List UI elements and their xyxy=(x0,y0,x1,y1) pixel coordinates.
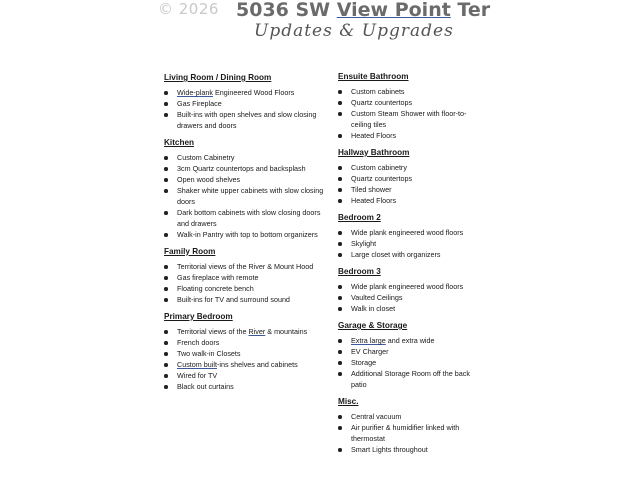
item-text: Air purifier & humidifier linked with thermostat xyxy=(351,423,460,443)
list-item xyxy=(338,281,478,292)
copyright-watermark: © 2026 xyxy=(158,0,219,18)
list-item xyxy=(164,163,334,174)
section-heading: Living Room / Dining Room xyxy=(164,73,272,82)
bullet-list xyxy=(164,326,334,392)
list-item xyxy=(164,152,334,163)
section-heading: Bedroom 2 xyxy=(338,213,381,222)
list-item xyxy=(164,337,334,348)
section-bedroom-3 xyxy=(338,266,478,314)
bullet-list xyxy=(338,162,478,206)
item-text: 3cm Quartz countertops and backsplash xyxy=(177,164,306,173)
item-text: Gas fireplace with remote xyxy=(177,273,259,282)
list-item xyxy=(164,326,334,337)
item-text: Floating concrete bench xyxy=(177,284,254,293)
item-text: Territorial views of the xyxy=(177,327,249,336)
item-text: Quartz countertops xyxy=(351,98,413,107)
section-heading: Family Room xyxy=(164,247,216,256)
item-text: Open wood shelves xyxy=(177,175,241,184)
item-text: Large closet with organizers xyxy=(351,250,441,259)
list-item xyxy=(164,370,334,381)
section-family-room xyxy=(164,246,334,305)
item-text: Built-ins for TV and surround sound xyxy=(177,295,290,304)
item-underlined-text: River xyxy=(248,327,266,336)
item-text: Vaulted Ceilings xyxy=(351,293,403,302)
list-item xyxy=(338,422,478,444)
list-item xyxy=(338,238,478,249)
item-text: Smart Lights throughout xyxy=(351,445,428,454)
item-text: Wide plank engineered wood floors xyxy=(351,228,464,237)
item-text: Heated Floors xyxy=(351,131,397,140)
list-item xyxy=(338,411,478,422)
section-hallway-bathroom xyxy=(338,147,478,206)
section-heading: Garage & Storage xyxy=(338,321,408,330)
item-text-suffix: and extra wide xyxy=(385,336,435,345)
item-text: Wired for TV xyxy=(177,371,218,380)
list-item xyxy=(164,272,334,283)
title-part-street: View Point xyxy=(336,0,451,21)
bullet-list xyxy=(338,411,478,455)
section-kitchen xyxy=(164,137,334,240)
list-item xyxy=(164,87,334,98)
item-underlined-text: Custom built xyxy=(177,360,217,369)
list-item xyxy=(164,98,334,109)
item-text: Black out curtains xyxy=(177,382,234,391)
list-item xyxy=(164,381,334,392)
section-heading: Ensuite Bathroom xyxy=(338,72,409,81)
list-item xyxy=(164,185,334,207)
list-item xyxy=(338,195,478,206)
bullet-list xyxy=(338,227,478,260)
item-text: Two walk-in Closets xyxy=(177,349,241,358)
item-text: Territorial views of the River & Mount Hood xyxy=(177,262,314,271)
list-item xyxy=(338,444,478,455)
item-text: Custom cabinets xyxy=(351,87,405,96)
list-item xyxy=(164,229,334,240)
section-heading: Misc. xyxy=(338,397,359,406)
item-text: Walk-in Pantry with top to bottom organizers xyxy=(177,230,318,239)
list-item xyxy=(338,162,478,173)
bullet-list xyxy=(338,86,478,141)
list-item xyxy=(164,294,334,305)
list-item xyxy=(338,108,478,130)
item-text: Quartz countertops xyxy=(351,174,413,183)
item-text: Custom Steam Shower with floor-to-ceiling tiles xyxy=(351,109,467,129)
list-item xyxy=(338,130,478,141)
list-item xyxy=(338,368,478,390)
item-text: Walk in closet xyxy=(351,304,396,313)
item-underlined-text: Extra large xyxy=(351,336,386,345)
list-item xyxy=(338,346,478,357)
page-title xyxy=(236,0,490,21)
page-subtitle: Updates & Upgrades xyxy=(254,21,454,41)
left-column xyxy=(164,72,334,398)
item-text-suffix: & mountains xyxy=(265,327,308,336)
list-item xyxy=(338,292,478,303)
item-text: EV Charger xyxy=(351,347,389,356)
section-heading: Kitchen xyxy=(164,138,195,147)
item-text: Central vacuum xyxy=(351,412,402,421)
list-item xyxy=(164,359,334,370)
list-item xyxy=(164,207,334,229)
section-misc xyxy=(338,396,478,455)
list-item xyxy=(338,303,478,314)
item-text: Skylight xyxy=(351,239,377,248)
item-text: Wide plank engineered wood floors xyxy=(351,282,464,291)
list-item xyxy=(164,174,334,185)
list-item xyxy=(338,184,478,195)
item-text: Shaker white upper cabinets with slow closing doors xyxy=(177,186,324,206)
bullet-list xyxy=(338,281,478,314)
item-text: Tiled shower xyxy=(351,185,392,194)
section-heading: Primary Bedroom xyxy=(164,312,233,321)
list-item xyxy=(338,86,478,97)
list-item xyxy=(338,227,478,238)
bullet-list xyxy=(164,261,334,305)
list-item xyxy=(164,348,334,359)
item-text: Gas Fireplace xyxy=(177,99,222,108)
list-item xyxy=(164,109,334,131)
item-text: Storage xyxy=(351,358,377,367)
section-bedroom-2 xyxy=(338,212,478,260)
section-ensuite-bathroom xyxy=(338,71,478,141)
bullet-list xyxy=(164,87,334,131)
section-garage-storage xyxy=(338,320,478,390)
list-item xyxy=(164,261,334,272)
item-text: Built-ins with open shelves and slow closing drawers and doors xyxy=(177,110,317,130)
bullet-list xyxy=(164,152,334,240)
right-column xyxy=(338,71,478,461)
list-item xyxy=(164,283,334,294)
item-text-suffix: Engineered Wood Floors xyxy=(212,88,295,97)
list-item xyxy=(338,335,478,346)
title-part-address: 5036 SW xyxy=(236,0,337,21)
item-text: French doors xyxy=(177,338,220,347)
item-text: Dark bottom cabinets with slow closing doors and drawers xyxy=(177,208,321,228)
bullet-list xyxy=(338,335,478,390)
item-text-suffix: -ins shelves and cabinets xyxy=(216,360,298,369)
list-item xyxy=(338,249,478,260)
section-heading: Bedroom 3 xyxy=(338,267,381,276)
item-text: Heated Floors xyxy=(351,196,397,205)
list-item xyxy=(338,97,478,108)
title-part-suffix: Ter xyxy=(450,0,491,21)
item-text: Additional Storage Room off the back patio xyxy=(351,369,470,389)
section-living-room-dining-room xyxy=(164,72,334,131)
item-text: Custom Cabinetry xyxy=(177,153,235,162)
item-underlined-text: Wide-plank xyxy=(177,88,213,97)
section-primary-bedroom xyxy=(164,311,334,392)
section-heading: Hallway Bathroom xyxy=(338,148,410,157)
list-item xyxy=(338,357,478,368)
list-item xyxy=(338,173,478,184)
item-text: Custom cabinetry xyxy=(351,163,407,172)
